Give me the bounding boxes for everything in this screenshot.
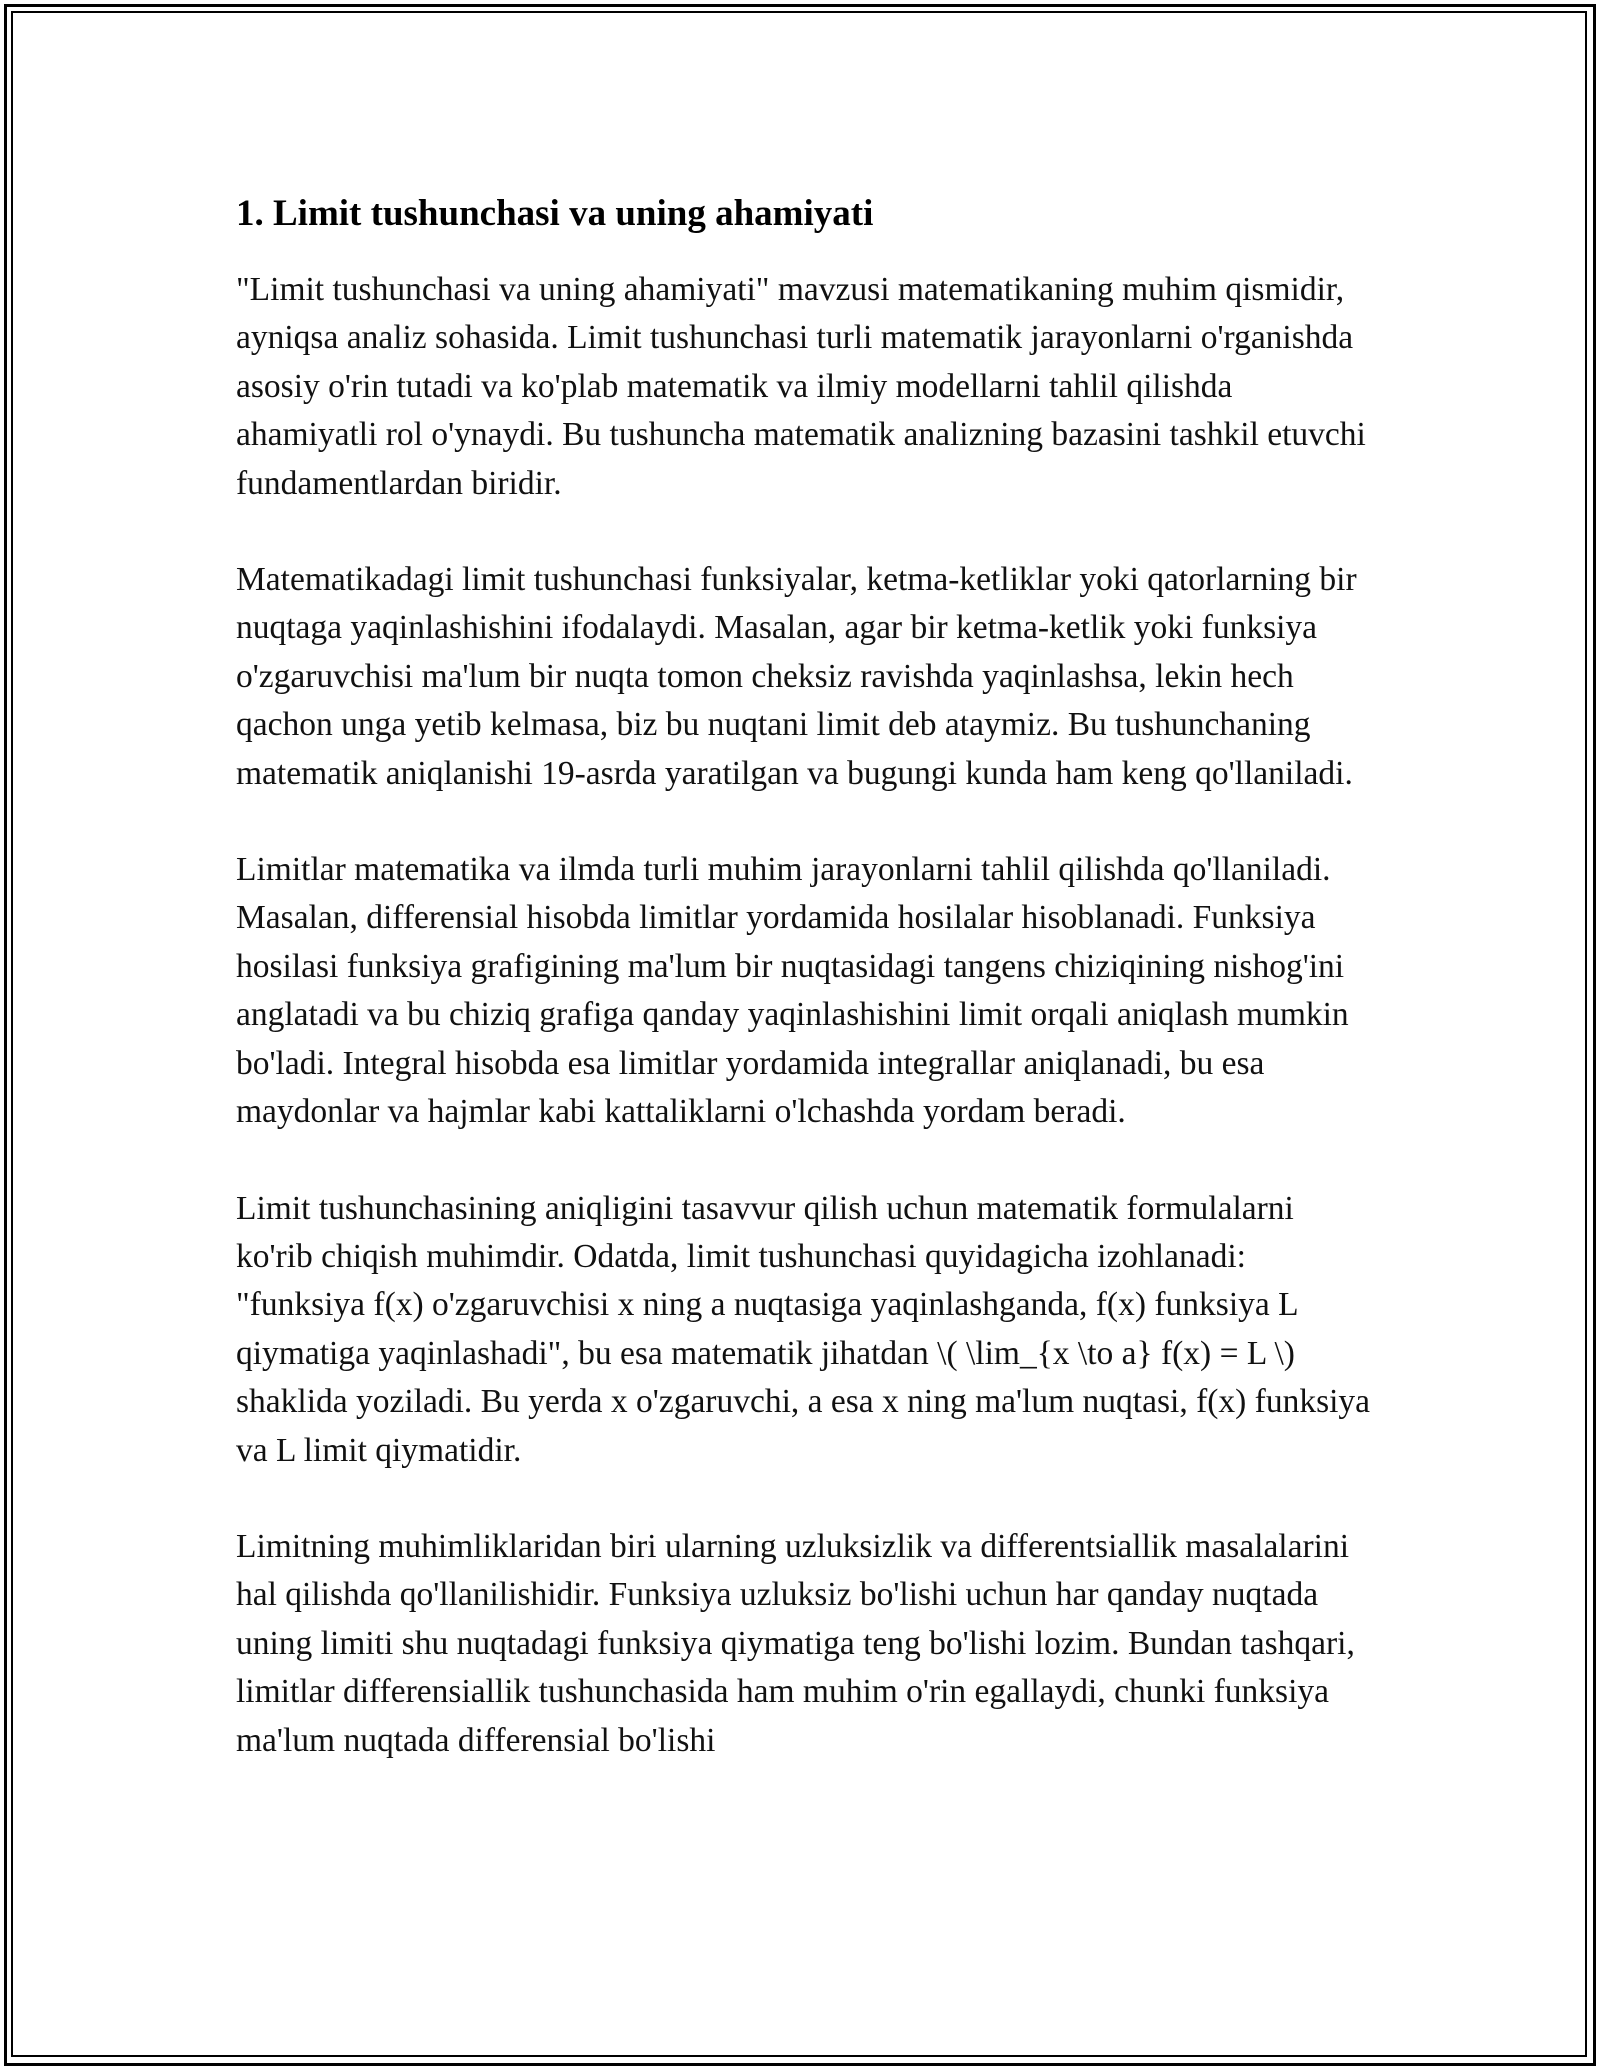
paragraph-2: Matematikadagi limit tushunchasi funksiyalar, ketma-ketliklar yoki qatorlarning bir nuqtaga yaqinlashishini ifodalaydi. Masalan, agar bir ketma-ketlik yoki funksiya o'zgaruvchisi ma'lum bir nuqta tomon cheksiz ravishda yaqinlashsa, lekin hech qachon unga yetib kelmasa, biz bu nuqtani limit deb ataymiz. Bu tushunchaning matematik aniqlanishi 19-asrda yaratilgan va bugungi kunda ham keng qo'llaniladi. [236, 561, 1357, 792]
section-heading: 1. Limit tushunchasi va uning ahamiyati [236, 193, 874, 234]
paragraph-4: Limit tushunchasining aniqligini tasavvur qilish uchun matematik formulalarni ko'rib chiqish muhimdir. Odatda, limit tushunchasi quyidagicha izohlanadi: "funksiya f(x) o'zgaruvchisi x ning a nuqtasiga yaqinlashganda, f(x) funksiya L qiymatiga yaqinlashadi", bu esa matematik jihatdan \( \lim_{x \to a} f(x) = L \) shaklida yoziladi. Bu yerda x o'zgaruvchi, a esa x ning ma'lum nuqtasi, f(x) funksiya va L limit qiymatidir. [236, 1189, 1371, 1469]
paragraph-1: "Limit tushunchasi va uning ahamiyati" mavzusi matematikaning muhim qismidir, ayniqsa analiz sohasida. Limit tushunchasi turli matematik jarayonlarni o'rganishda asosiy o'rin tutadi va ko'plab matematik va ilmiy modellarni tahlil qilishda ahamiyatli rol o'ynaydi. Bu tushuncha matematik analizning bazasini tashkil etuvchi fundamentlardan biridir. [236, 271, 1366, 502]
document-body [236, 186, 1376, 1813]
paragraph-5: Limitning muhimliklaridan biri ularning uzluksizlik va differentsiallik masalalarini hal qilishda qo'llanilishidir. Funksiya uzluksiz bo'lishi uchun har qanday nuqtada uning limiti shu nuqtadagi funksiya qiymatiga teng bo'lishi lozim. Bundan tashqari, limitlar differensiallik tushunchasida ham muhim o'rin egallaydi, chunki funksiya ma'lum nuqtada differensial bo'lishi [236, 1527, 1355, 1759]
paragraph-3: Limitlar matematika va ilmda turli muhim jarayonlarni tahlil qilishda qo'llaniladi. Masalan, differensial hisobda limitlar yordamida hosilalar hisoblanadi. Funksiya hosilasi funksiya grafigining ma'lum bir nuqtasidagi tangens chiziqining nishog'ini anglatadi va bu chiziq grafiga qanday yaqinlashishini limit orqali aniqlash mumkin bo'ladi. Integral hisobda esa limitlar yordamida integrallar aniqlanadi, bu esa maydonlar va hajmlar kabi kattaliklarni o'lchashda yordam beradi. [236, 851, 1349, 1131]
